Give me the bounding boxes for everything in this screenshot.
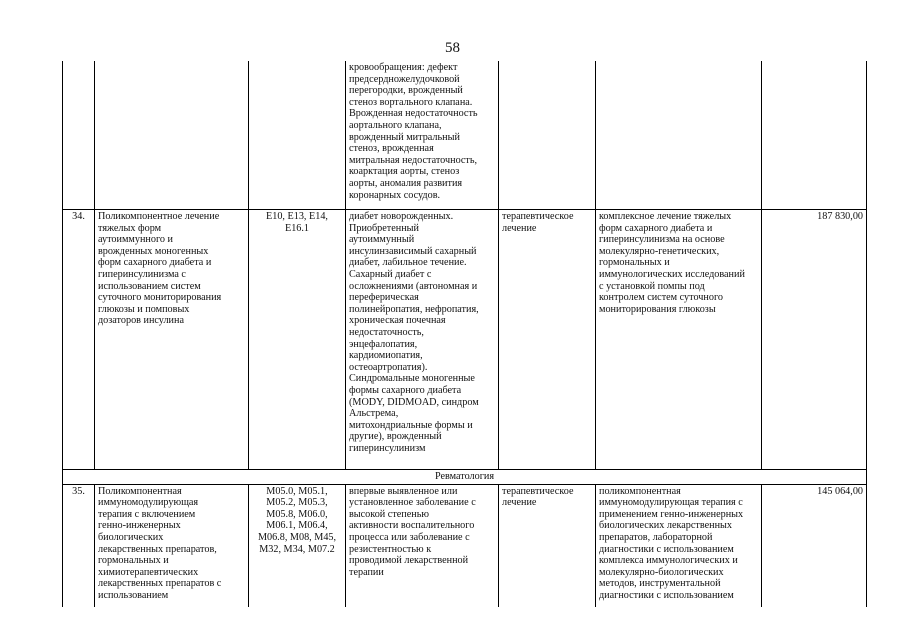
cell-number (63, 61, 95, 210)
table-row-continuation (63, 61, 867, 210)
cell-number: 35. (63, 484, 95, 607)
cell-number: 34. (63, 210, 95, 470)
cell-model: диабет новорожденных. Приобретенный аутоиммунный инсулинзависимый сахарный диабет, лабильное течение. Сахарный диабет с осложнениями (автономная и переферическая полинейропатия, нефропатия, хроническая почечная недостаточность, энцефалопатия, кардиомиопатия, остеоартропатия). Синдромальные моногенные формы сахарного диабета (MODY, DIDMOAD, синдром Альстрема, митохондриальные формы и другие), врожденный гиперинсулинизм (346, 210, 499, 470)
cell-codes (249, 61, 346, 210)
cell-name: Поликомпонентная иммуномодулирующая терапия с включением генно-инженерных биологических лекарственных препаратов, гормональных и химиотерапевтических лекарственных препаратов с использованием (95, 484, 249, 607)
cell-name (95, 61, 249, 210)
section-title: Ревматология (63, 470, 867, 485)
cell-price (762, 61, 867, 210)
cell-codes: E10, E13, E14, E16.1 (249, 210, 346, 470)
cell-name: Поликомпонентное лечение тяжелых форм аутоиммунного и врожденных моногенных форм сахарного диабета и гиперинсулинизма с использованием систем суточного мониторирования глюкозы и помповых дозаторов инсулина (95, 210, 249, 470)
table-row (63, 484, 867, 607)
cell-method (596, 61, 762, 210)
cell-method: поликомпонентная иммуномодулирующая терапия с применением генно-инженерных биологических лекарственных препаратов, лабораторной диагностики с использованием комплекса иммунологических и молекулярно-биологических методов, инструментальной диагностики с использованием (596, 484, 762, 607)
cell-model: впервые выявленное или установленное заболевание с высокой степенью активности воспалительного процесса или заболевание с резистентностью к проводимой лекарственной терапии (346, 484, 499, 607)
treatment-table (62, 61, 867, 607)
cell-codes: M05.0, M05.1, M05.2, M05.3, M05.8, M06.0, M06.1, M06.4, M06.8, M08, M45, M32, M34, M07.2 (249, 484, 346, 607)
page-number: 58 (445, 40, 460, 56)
cell-type: терапевтическое лечение (499, 210, 596, 470)
cell-price: 187 830,00 (762, 210, 867, 470)
table-row (63, 210, 867, 470)
cell-type (499, 61, 596, 210)
cell-type: терапевтическое лечение (499, 484, 596, 607)
cell-method: комплексное лечение тяжелых форм сахарного диабета и гиперинсулинизма на основе молекулярно-генетических, гормональных и иммунологических исследований с установкой помпы под контролем систем суточного мониторирования глюкозы (596, 210, 762, 470)
cell-model: кровообращения: дефект предсердножелудочковой перегородки, врожденный стеноз вортального клапана. Врожденная недостаточность аортального клапана, врожденный митральный стеноз, врожденная митральная недостаточность, коарктация аорты, стеноз аорты, аномалия развития коронарных сосудов. (346, 61, 499, 210)
section-row (63, 470, 867, 485)
cell-price: 145 064,00 (762, 484, 867, 607)
